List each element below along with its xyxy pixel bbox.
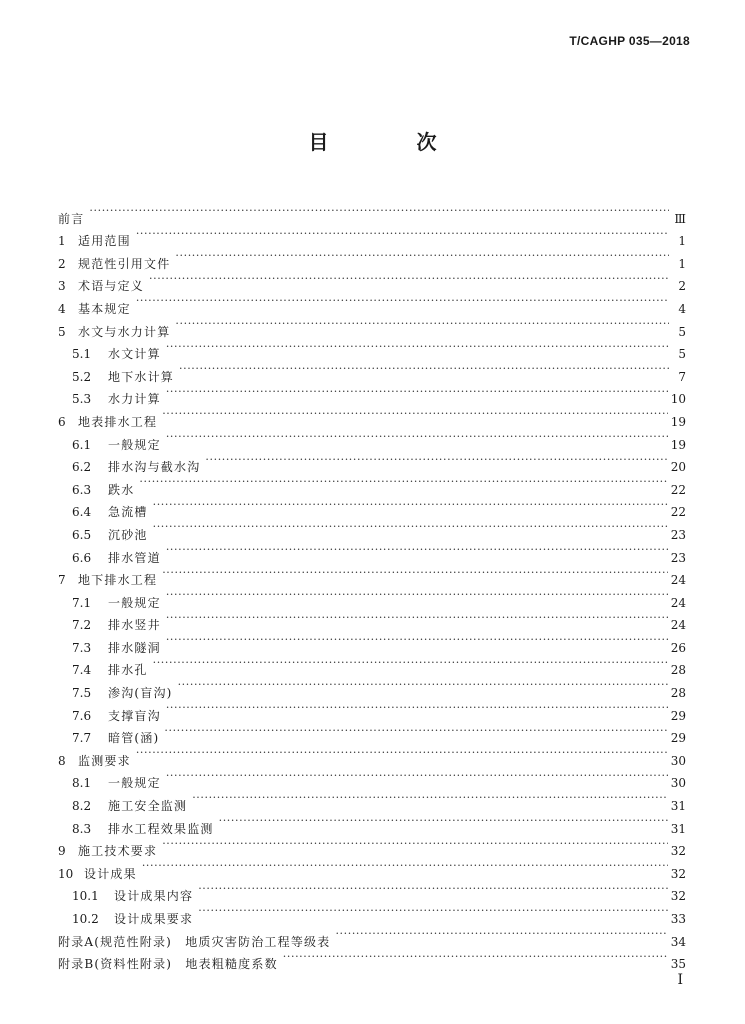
toc-entry-page: 24 xyxy=(670,618,686,633)
toc-entry-page: 1 xyxy=(678,234,686,249)
toc-dot-leader xyxy=(219,810,668,833)
toc-dot-leader xyxy=(166,336,669,359)
toc-dot-leader xyxy=(192,787,668,810)
toc-entry[interactable] xyxy=(58,313,686,339)
toc-dot-leader xyxy=(166,426,668,449)
toc-entry-number: 6.5 xyxy=(72,527,92,542)
toc-entry-number: 6.6 xyxy=(72,550,92,565)
toc-dot-leader xyxy=(178,674,668,697)
toc-entry-label: 排水沟与截水沟 xyxy=(108,460,201,475)
toc-entry-label: 监测要求 xyxy=(78,753,131,768)
toc-entry-page: 35 xyxy=(670,957,686,972)
toc-entry-page: 22 xyxy=(670,505,686,520)
toc-entry-number: 6.3 xyxy=(72,482,92,497)
toc-entry-label: 地表排水工程 xyxy=(78,414,158,429)
toc-subentry[interactable] xyxy=(58,652,686,678)
toc-dot-leader xyxy=(166,381,668,404)
toc-entry-page: 32 xyxy=(670,866,686,881)
toc-entry-page: 24 xyxy=(670,573,686,588)
toc-entry-label: 施工技术要求 xyxy=(78,844,158,859)
toc-entry-label: 排水孔 xyxy=(108,663,148,678)
toc-entry-label: 渗沟(盲沟) xyxy=(108,686,173,701)
toc-entry-number: 7 xyxy=(58,573,66,588)
toc-entry-label: 一般规定 xyxy=(108,437,161,452)
toc-entry-label: 附录B(资料性附录) 地表粗糙度系数 xyxy=(58,957,278,972)
toc-entry-page: 29 xyxy=(670,731,686,746)
toc-entry-number: 8.2 xyxy=(72,799,92,814)
toc-entry-number: 5.3 xyxy=(72,392,92,407)
toc-entry-number: 1 xyxy=(58,234,66,249)
toc-dot-leader xyxy=(166,539,668,562)
toc-subentry[interactable] xyxy=(58,471,686,497)
toc-entry-number: 7.3 xyxy=(72,640,92,655)
toc-entry-label: 排水隧洞 xyxy=(108,640,161,655)
toc-entry-label: 水力计算 xyxy=(108,392,161,407)
toc-dot-leader xyxy=(153,494,668,517)
toc-entry-label: 一般规定 xyxy=(108,776,161,791)
toc-entry-number: 4 xyxy=(58,301,66,316)
toc-entry[interactable] xyxy=(58,742,686,768)
toc-entry-page: 23 xyxy=(670,527,686,542)
toc-dot-leader xyxy=(179,358,669,381)
toc-entry[interactable] xyxy=(58,200,686,226)
toc-entry-number: 7.1 xyxy=(72,595,92,610)
toc-entry-page: 24 xyxy=(670,595,686,610)
toc-subentry[interactable] xyxy=(58,765,686,791)
toc-dot-leader xyxy=(162,403,668,426)
toc-entry-page: 1 xyxy=(678,256,686,271)
toc-entry-page: 28 xyxy=(670,686,686,701)
toc-dot-leader xyxy=(335,923,667,946)
toc-entry-page: 29 xyxy=(670,708,686,723)
toc-entry-label: 水文计算 xyxy=(108,347,161,362)
toc-entry-label: 前言 xyxy=(58,211,85,226)
toc-entry-label: 排水工程效果监测 xyxy=(108,821,214,836)
toc-dot-leader xyxy=(166,629,668,652)
toc-entry-label: 地下排水工程 xyxy=(78,573,158,588)
toc-entry-number: 8.1 xyxy=(72,776,92,791)
toc-entry-page: 20 xyxy=(670,460,686,475)
toc-dot-leader xyxy=(153,652,668,675)
toc-entry-page: 31 xyxy=(670,821,686,836)
toc-entry-number: 5 xyxy=(58,324,66,339)
toc-entry-page: 2 xyxy=(678,279,686,294)
toc-entry-page: 26 xyxy=(670,640,686,655)
toc-dot-leader xyxy=(198,878,668,901)
toc-entry-label: 一般规定 xyxy=(108,595,161,610)
toc-entry-page: 32 xyxy=(670,889,686,904)
toc-entry[interactable] xyxy=(58,245,686,271)
toc-entry-label: 附录A(规范性附录) 地质灾害防治工程等级表 xyxy=(58,934,331,949)
toc-entry-page: 5 xyxy=(678,324,686,339)
toc-entry-number: 5.2 xyxy=(72,369,92,384)
toc-entry-page: 31 xyxy=(670,799,686,814)
toc-entry-label: 设计成果内容 xyxy=(114,889,194,904)
toc-entry-page: 30 xyxy=(670,753,686,768)
page-title: 目 次 xyxy=(308,130,471,154)
toc-entry-number: 7.2 xyxy=(72,618,92,633)
toc-entry-label: 设计成果要求 xyxy=(114,912,194,926)
toc-entry-page: 28 xyxy=(670,663,686,678)
toc-entry-page: 19 xyxy=(670,414,686,429)
toc-entry-number: 5.1 xyxy=(72,347,92,362)
toc-dot-leader xyxy=(162,833,668,856)
toc-entry-number: 10.1 xyxy=(72,889,99,904)
toc-dot-leader xyxy=(198,900,668,923)
toc-entry-number: 10.2 xyxy=(72,912,99,926)
toc-entry-page: 7 xyxy=(678,369,686,384)
toc-entry-label: 适用范围 xyxy=(78,234,131,249)
toc-entry-number: 3 xyxy=(58,279,66,294)
toc-dot-leader xyxy=(175,313,669,336)
toc-entry-number: 9 xyxy=(58,844,66,859)
toc-dot-leader xyxy=(142,855,668,878)
toc-entry-number: 6.4 xyxy=(72,505,92,520)
toc-entry-number: 8.3 xyxy=(72,821,92,836)
toc-entry-page: 30 xyxy=(670,776,686,791)
toc-dot-leader xyxy=(164,720,667,743)
toc-entry[interactable] xyxy=(58,290,686,316)
toc-entry-number: 7.7 xyxy=(72,731,92,746)
toc-dot-leader xyxy=(166,697,668,720)
toc-entry-label: 施工安全监测 xyxy=(108,799,188,814)
toc-dot-leader xyxy=(153,516,668,539)
toc-entry[interactable] xyxy=(58,268,686,294)
footer-page-number: I xyxy=(677,972,683,988)
toc-entry-page: 19 xyxy=(670,437,686,452)
toc-dot-leader xyxy=(283,946,668,969)
toc-entry-number: 6.1 xyxy=(72,437,92,452)
toc-entry-page: 32 xyxy=(670,844,686,859)
toc-subentry[interactable] xyxy=(58,674,686,701)
toc-entry-page: 5 xyxy=(678,347,686,362)
toc-entry-page: 10 xyxy=(670,392,686,407)
toc-entry-number: 6 xyxy=(58,414,66,429)
toc-dot-leader xyxy=(136,742,668,765)
toc-entry-label: 支撑盲沟 xyxy=(108,708,161,723)
toc-entry-page: Ⅲ xyxy=(674,211,686,226)
toc-dot-leader xyxy=(166,607,668,630)
toc-dot-leader xyxy=(136,223,669,246)
toc-entry-label: 地下水计算 xyxy=(108,369,175,384)
toc-entry-page: 34 xyxy=(670,934,686,949)
toc-dot-leader xyxy=(139,471,667,494)
toc-entry-label: 暗管(涵) xyxy=(108,731,160,746)
toc-dot-leader xyxy=(166,584,668,607)
toc-entry-label: 规范性引用文件 xyxy=(78,256,171,271)
table-of-contents xyxy=(58,200,686,972)
toc-entry-number: 7.5 xyxy=(72,686,92,701)
toc-subentry[interactable] xyxy=(58,494,686,520)
toc-entry[interactable] xyxy=(58,855,686,881)
toc-dot-leader xyxy=(149,268,669,291)
toc-entry-label: 排水管道 xyxy=(108,550,161,565)
toc-dot-leader xyxy=(166,765,668,788)
toc-entry-label: 术语与定义 xyxy=(78,279,145,294)
toc-entry[interactable] xyxy=(58,223,686,249)
toc-subentry[interactable] xyxy=(58,539,686,565)
toc-dot-leader xyxy=(136,290,669,313)
toc-dot-leader xyxy=(89,200,669,223)
toc-entry-number: 7.4 xyxy=(72,663,92,678)
toc-entry-label: 水文与水力计算 xyxy=(78,324,171,339)
toc-entry-page: 33 xyxy=(670,912,686,926)
toc-entry-page: 4 xyxy=(678,301,686,316)
toc-subentry[interactable] xyxy=(58,878,686,904)
toc-entry-number: 8 xyxy=(58,753,66,768)
toc-entry-number: 2 xyxy=(58,256,66,271)
toc-dot-leader xyxy=(205,449,667,472)
standard-code: T/CAGHP 035—2018 xyxy=(569,34,690,48)
toc-entry-page: 23 xyxy=(670,550,686,565)
toc-entry-label: 跌水 xyxy=(108,482,135,497)
toc-entry-page: 22 xyxy=(670,482,686,497)
toc-entry-label: 基本规定 xyxy=(78,301,131,316)
toc-subentry[interactable] xyxy=(58,516,686,542)
toc-entry-number: 6.2 xyxy=(72,460,92,475)
toc-entry-label: 沉砂池 xyxy=(108,527,148,542)
toc-dot-leader xyxy=(175,245,669,268)
toc-dot-leader xyxy=(162,562,668,585)
toc-entry-label: 急流槽 xyxy=(108,505,148,520)
toc-entry-number: 10 xyxy=(58,866,74,881)
toc-entry-label: 排水竖井 xyxy=(108,618,161,633)
toc-entry-label: 设计成果 xyxy=(84,866,137,881)
toc-entry-number: 7.6 xyxy=(72,708,92,723)
